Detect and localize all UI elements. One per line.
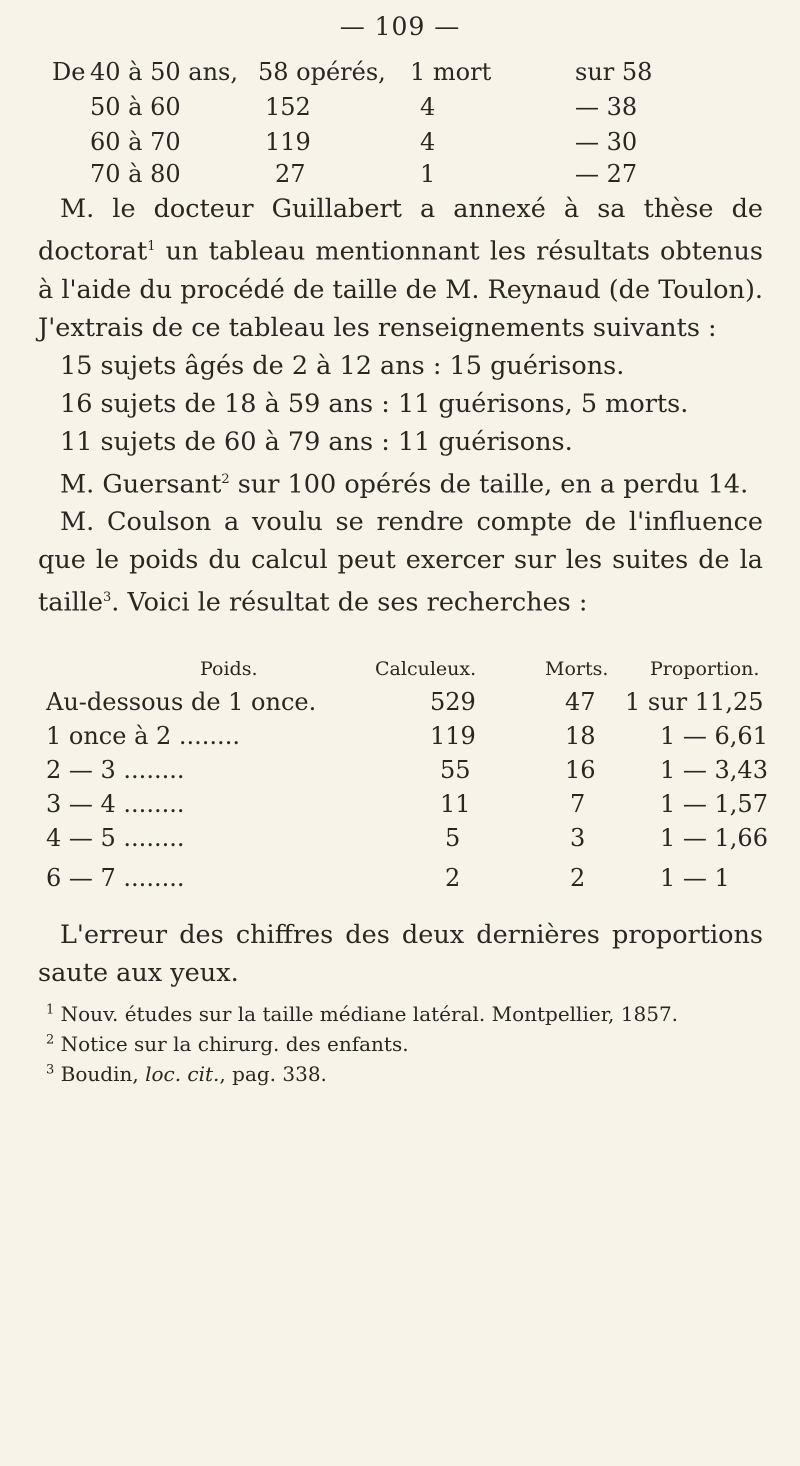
table-cell-deaths: 2 <box>570 864 586 892</box>
footnote <box>46 1032 409 1056</box>
table-cell-morts: 1 <box>420 160 436 188</box>
table-cell-ratio: — 27 <box>575 160 638 188</box>
table-cell-count: 119 <box>430 722 476 750</box>
table-cell-age: 40 à 50 ans, <box>90 58 238 86</box>
list-item: 11 sujets de 60 à 79 ans : 11 guérisons. <box>60 426 573 457</box>
text-run: . Voici le résultat de ses recherches : <box>111 587 588 618</box>
body-text-top <box>38 190 763 622</box>
footnote-text: Nouv. études sur la taille médiane latéral. Montpellier, 1857. <box>60 1002 679 1026</box>
text-run: un tableau mentionnant les résultats obtenus à l'aide du procédé de taille de M. Reynaud (de Toulon). J'extrais de ce tableau les renseignements suivants : <box>38 236 763 343</box>
footnote-text: Boudin, <box>60 1062 146 1086</box>
table-cell-weight: 6 — 7 ........ <box>46 864 185 892</box>
list-item: 15 sujets âgés de 2 à 12 ans : 15 guérisons. <box>60 350 625 381</box>
table-cell-morts: 4 <box>420 93 436 121</box>
footnote-text-italic: loc. cit. <box>145 1062 220 1086</box>
paragraph-guillabert <box>38 190 763 347</box>
footnote-ref: 3 <box>103 590 112 605</box>
table-cell-operes: 119 <box>265 128 311 156</box>
footnote <box>46 1002 678 1026</box>
table-cell-weight: 1 once à 2 ........ <box>46 722 240 750</box>
page-number: — 109 — <box>339 12 461 41</box>
table-cell-count: 2 <box>445 864 461 892</box>
table-cell-morts: 1 mort <box>410 58 492 86</box>
table-cell-morts: 4 <box>420 128 436 156</box>
list-item: 16 sujets de 18 à 59 ans : 11 guérisons, 5 morts. <box>60 388 689 419</box>
text-run: sur 100 opérés de taille, en a perdu 14. <box>229 469 749 499</box>
paragraph-closing: L'erreur des chiffres des deux dernières proportions saute aux yeux. <box>38 920 763 988</box>
paragraph-guersant <box>38 461 763 504</box>
table-cell-count: 55 <box>440 756 471 784</box>
footnote-number: 2 <box>46 1032 55 1048</box>
table-cell-ratio: — 38 <box>575 93 638 121</box>
table-cell-age: 70 à 80 <box>90 160 181 188</box>
table-cell-proportion: 1 — 1,66 <box>660 824 768 852</box>
table-cell-deaths: 3 <box>570 824 586 852</box>
table-cell-proportion: 1 — 1 <box>660 864 730 892</box>
table-cell-proportion: 1 — 6,61 <box>660 722 768 750</box>
table-cell-age: 50 à 60 <box>90 93 181 121</box>
table-cell-count: 5 <box>445 824 461 852</box>
body-text-bottom <box>38 916 763 992</box>
table-col-label: De <box>52 58 86 86</box>
footnote-number: 1 <box>46 1002 55 1018</box>
text-run: M. Guersant <box>60 469 222 499</box>
footnote <box>46 1062 327 1086</box>
table-header: Morts. <box>545 658 609 680</box>
table-cell-count: 11 <box>440 790 471 818</box>
table-cell-deaths: 47 <box>565 688 596 716</box>
table-header: Proportion. <box>650 658 760 680</box>
table-cell-operes: 27 <box>275 160 306 188</box>
table-header: Poids. <box>200 658 258 680</box>
table-cell-deaths: 18 <box>565 722 596 750</box>
table-cell-proportion: 1 sur 11,25 <box>625 688 764 716</box>
table-cell-operes: 152 <box>265 93 311 121</box>
text-run: M. Coulson a voulu se rendre compte de l'influence que le poids du calcul peut exercer sur les suites de la taille <box>38 507 763 618</box>
table-cell-ratio: — 30 <box>575 128 638 156</box>
table-cell-ratio: sur 58 <box>575 58 653 86</box>
footnote-text: , pag. 338. <box>219 1062 327 1086</box>
footnote-text: Notice sur la chirurg. des enfants. <box>60 1032 409 1056</box>
table-cell-operes: 58 opérés, <box>258 58 386 86</box>
table-cell-deaths: 16 <box>565 756 596 784</box>
paragraph-coulson <box>38 503 763 622</box>
table-cell-weight: Au-dessous de 1 once. <box>46 688 317 716</box>
table-cell-weight: 4 — 5 ........ <box>46 824 185 852</box>
table-header: Calculeux. <box>375 658 477 680</box>
table-cell-proportion: 1 — 3,43 <box>660 756 768 784</box>
footnote-ref: 1 <box>147 239 156 254</box>
table-cell-deaths: 7 <box>570 790 586 818</box>
table-cell-weight: 3 — 4 ........ <box>46 790 185 818</box>
table-cell-count: 529 <box>430 688 476 716</box>
table-cell-weight: 2 — 3 ........ <box>46 756 185 784</box>
table-cell-proportion: 1 — 1,57 <box>660 790 768 818</box>
footnote-number: 3 <box>46 1062 55 1078</box>
footnote-ref: 2 <box>221 471 230 487</box>
text-run: M. le docteur Guillabert a annexé à sa thèse de doctorat <box>38 194 763 267</box>
table-cell-age: 60 à 70 <box>90 128 181 156</box>
